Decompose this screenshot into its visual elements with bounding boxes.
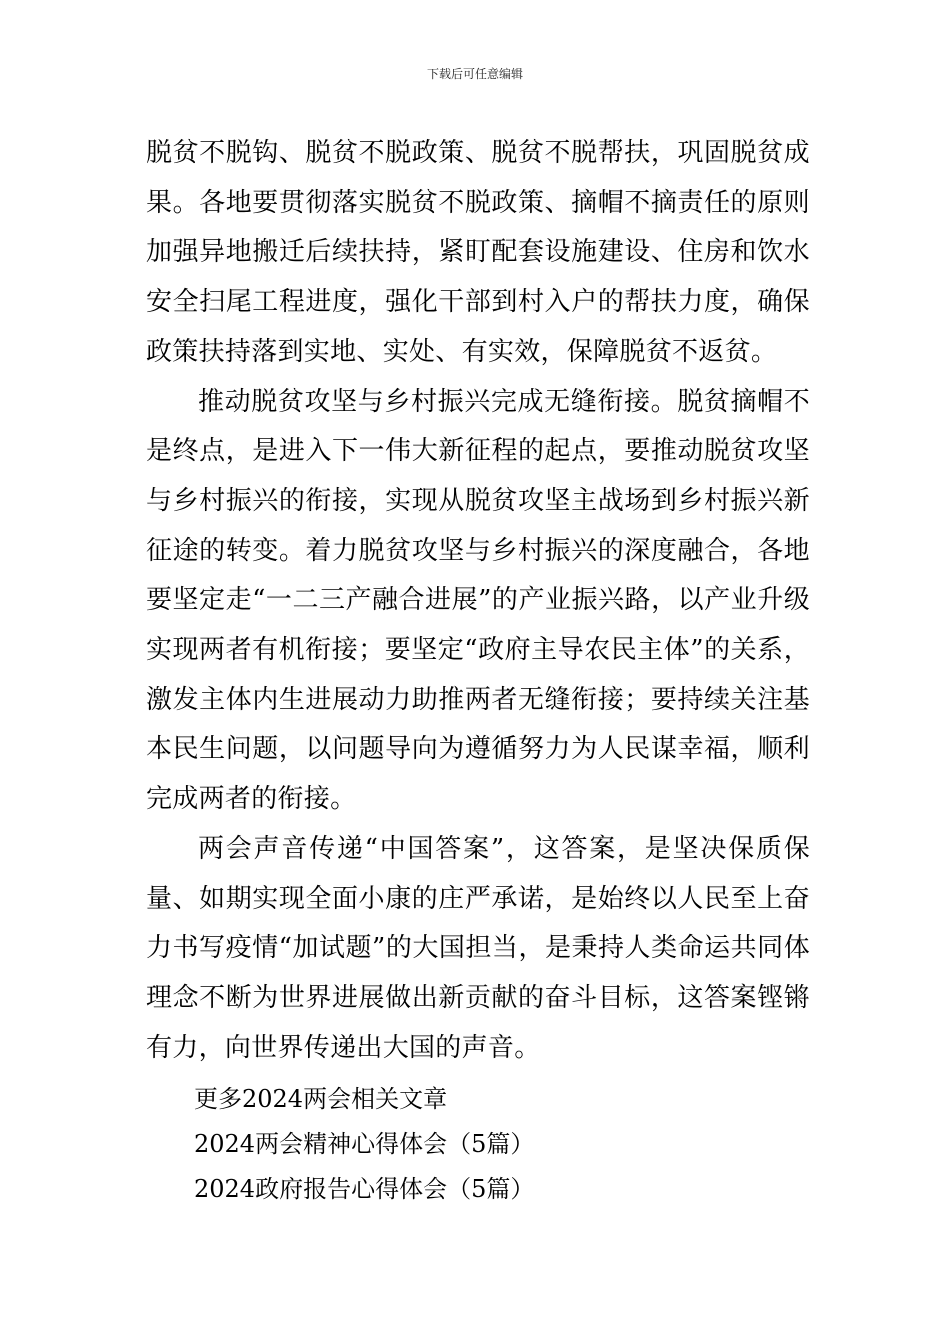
paragraph-1: 脱贫不脱钩、脱贫不脱政策、脱贫不脱帮扶，巩固脱贫成果。各地要贯彻落实脱贫不脱政策、摘帽不摘责任的原则加强异地搬迁后续扶持，紧盯配套设施建设、住房和饮水安全扫尾工程进度，强化干部到村入户的帮扶力度，确保政策扶持落到实地、实处、有实效，保障脱贫不返贫。 — [146, 138, 810, 367]
related-link-1[interactable]: 2024两会精神心得体会（5篇） — [194, 1130, 535, 1158]
article-body — [146, 129, 810, 1073]
related-articles — [194, 1077, 794, 1212]
paragraph-3: 两会声音传递“中国答案”，这答案，是坚决保质保量、如期实现全面小康的庄严承诺，是始终以人民至上奋力书写疫情“加试题”的大国担当，是秉持人类命运共同体理念不断为世界进展做出新贡献的奋斗目标，这答案铿锵有力，向世界传递出大国的声音。 — [146, 833, 810, 1063]
related-heading: 更多2024两会相关文章 — [194, 1085, 448, 1113]
page-header-note: 下载后可任意编辑 — [426, 67, 523, 81]
paragraph-2: 推动脱贫攻坚与乡村振兴完成无缝衔接。脱贫摘帽不是终点，是进入下一伟大新征程的起点，要推动脱贫攻坚与乡村振兴的衔接，实现从脱贫攻坚主战场到乡村振兴新征途的转变。着力脱贫攻坚与乡村振兴的深度融合，各地要坚定走“一二三产融合进展”的产业振兴路，以产业升级实现两者有机衔接；要坚定“政府主导农民主体”的关系，激发主体内生进展动力助推两者无缝衔接；要持续关注基本民生问题，以问题导向为遵循努力为人民谋幸福，顺利完成两者的衔接。 — [146, 386, 810, 815]
related-link-2[interactable]: 2024政府报告心得体会（5篇） — [194, 1175, 535, 1203]
